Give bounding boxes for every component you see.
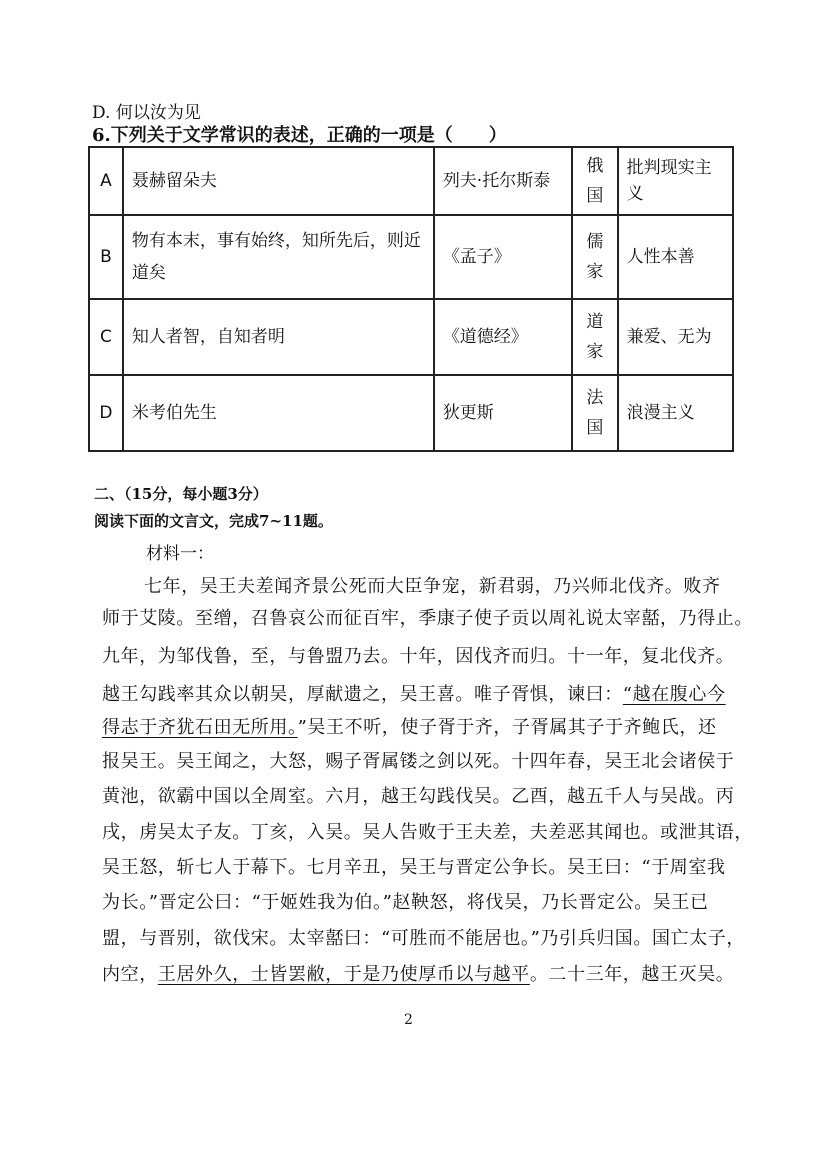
passage-line: 报吴王。吴王闻之，大怒，赐子胥属镂之剑以死。十四年春，吴王北会诸侯于 — [102, 751, 735, 772]
underlined-sentence: 王居外久，士皆罢敝，于是乃使厚币以与越平 — [157, 964, 530, 985]
passage-line — [102, 680, 726, 706]
row-source: 列夫·托尔斯泰 — [434, 147, 572, 215]
passage-line: 吴王怒，斩七人于幕下。七月辛丑，吴王与晋定公争长。吴王曰：“于周室我 — [102, 857, 726, 878]
section-heading: 二、（15分，每小题3分） — [94, 485, 268, 503]
passage-line: 戌，虏吴太子友。丁亥，入吴。吴人告败于王夫差，夫差恶其闻也。或泄其语， — [102, 822, 753, 843]
table-row — [89, 299, 733, 375]
option-d: D. 何以汝为见 — [92, 103, 201, 123]
row-content: 知人者智，自知者明 — [123, 299, 434, 375]
row-source: 《道德经》 — [434, 299, 572, 375]
underlined-sentence: 得志于齐犹石田无所用。 — [102, 717, 298, 738]
table-row — [89, 375, 733, 451]
row-content: 聂赫留朵夫 — [123, 147, 434, 215]
row-school: 兼爱、无为 — [618, 299, 733, 375]
passage-line — [102, 960, 734, 986]
row-nation: 俄国 — [572, 147, 618, 215]
passage-line: 九年，为邹伐鲁，至，与鲁盟乃去。十年，因伐齐而归。十一年，复北伐齐。 — [102, 646, 735, 667]
passage-line: 为长。”晋定公曰：“于姬姓我为伯。”赵鞅怒，将伐吴，乃长晋定公。吴王已 — [102, 892, 709, 913]
question-6: 6.下列关于文学常识的表述，正确的一项是（ ） — [92, 125, 507, 146]
section-instruction: 阅读下面的文言文，完成7~11题。 — [94, 512, 333, 530]
option-letter: B — [89, 215, 123, 299]
passage-line: 黄池，欲霸中国以全周室。六月，越王勾践伐吴。乙酉，越五千人与吴战。丙 — [102, 786, 735, 807]
passage-line: 师于艾陵。至缯，召鲁哀公而征百牢，季康子使子贡以周礼说太宰嚭，乃得止。 — [102, 608, 753, 629]
passage-line — [102, 713, 717, 739]
row-content: 米考伯先生 — [123, 375, 434, 451]
passage-line: 七年，吴王夫差闻齐景公死而大臣争宠，新君弱，乃兴师北伐齐。败齐 — [144, 576, 721, 597]
passage-text: 越王勾践率其众以朝吴，厚献遗之，吴王喜。唯子胥惧，谏曰： — [102, 684, 623, 705]
passage-line: 盟，与晋别，欲伐宋。太宰嚭曰：“可胜而不能居也。”乃引兵归国。国亡太子， — [102, 928, 746, 949]
table-row — [89, 147, 733, 215]
underlined-sentence: “越在腹心今 — [622, 684, 726, 705]
row-school: 批判现实主义 — [618, 147, 733, 215]
passage-text: 。二十三年，越王灭吴。 — [529, 964, 735, 985]
literature-table — [88, 146, 734, 452]
row-source: 狄更斯 — [434, 375, 572, 451]
row-nation: 法国 — [572, 375, 618, 451]
passage-text: 内空， — [102, 964, 158, 985]
row-nation: 儒家 — [572, 215, 618, 299]
row-nation: 道家 — [572, 299, 618, 375]
table-row — [89, 215, 733, 299]
option-letter: C — [89, 299, 123, 375]
passage-text: ”吴王不听，使子胥于齐，子胥属其子于齐鲍氏，还 — [297, 717, 717, 738]
page-number: 2 — [404, 1012, 413, 1028]
row-content: 物有本末，事有始终，知所先后，则近道矣 — [123, 215, 434, 299]
material-label: 材料一： — [146, 544, 214, 564]
row-school: 人性本善 — [618, 215, 733, 299]
row-source: 《孟子》 — [434, 215, 572, 299]
row-school: 浪漫主义 — [618, 375, 733, 451]
option-letter: D — [89, 375, 123, 451]
option-letter: A — [89, 147, 123, 215]
